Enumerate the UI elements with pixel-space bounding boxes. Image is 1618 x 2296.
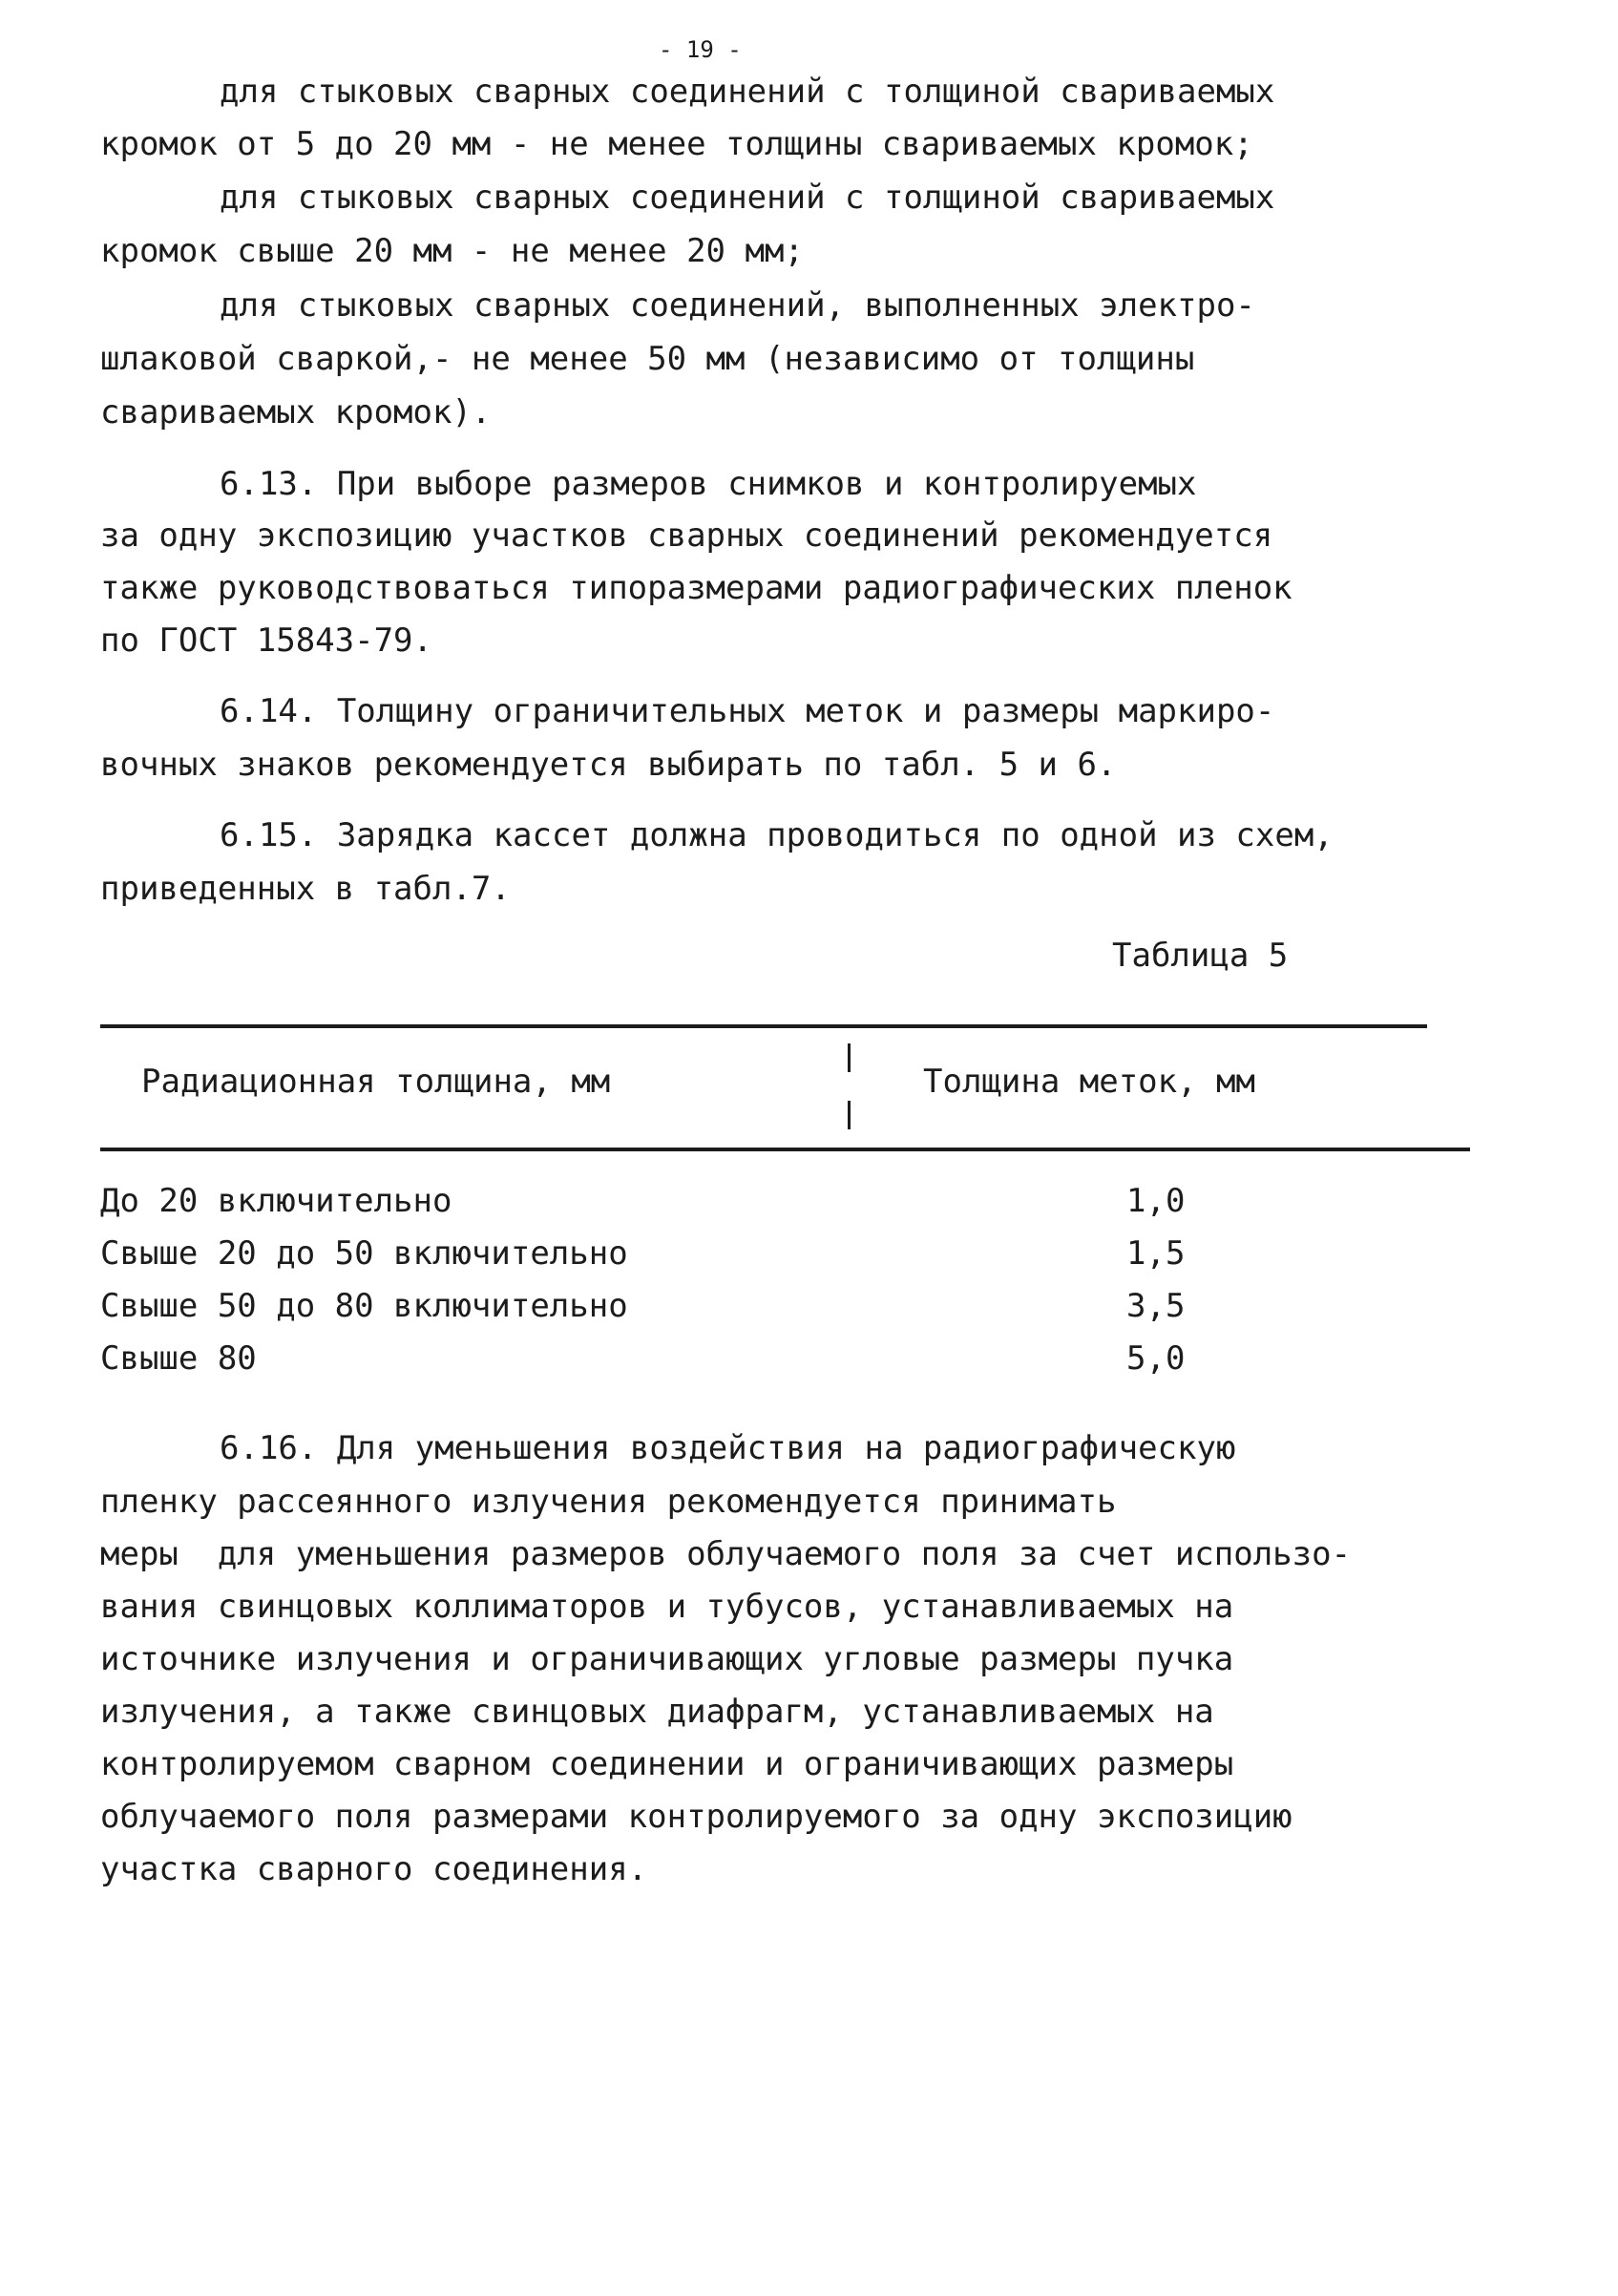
text-line: кромок свыше 20 мм - не менее 20 мм; — [100, 232, 804, 270]
table-cell-mark: 3,5 — [1126, 1287, 1186, 1325]
text-line: облучаемого поля размерами контролируемого за одну экспозицию — [100, 1798, 1292, 1836]
text-line: для стыковых сварных соединений с толщиной свариваемых — [220, 179, 1275, 217]
column-separator — [848, 1043, 851, 1072]
text-line: вочных знаков рекомендуется выбирать по табл. 5 и 6. — [100, 746, 1117, 784]
text-line: для стыковых сварных соединений, выполненных электро- — [220, 286, 1255, 325]
text-line: участка сварного соединения. — [100, 1850, 648, 1888]
clause-6-14-heading-line: 6.14. Толщину ограничительных меток и размеры маркиро- — [220, 692, 1275, 730]
clause-6-13-heading-line: 6.13. При выборе размеров снимков и контролируемых — [220, 465, 1197, 503]
text-line: также руководствоваться типоразмерами радиографических пленок — [100, 569, 1292, 607]
text-line: свариваемых кромок). — [100, 393, 492, 432]
table-caption: Таблица 5 — [1112, 937, 1289, 975]
table-cell-thickness: Свыше 20 до 50 включительно — [100, 1234, 628, 1273]
text-line: приведенных в табл.7. — [100, 870, 511, 908]
text-line: излучения, а также свинцовых диафрагм, устанавливаемых на — [100, 1693, 1214, 1731]
table-top-rule — [100, 1024, 1427, 1028]
text-line: пленку рассеянного излучения рекомендуется принимать — [100, 1483, 1117, 1521]
text-line: кромок от 5 до 20 мм - не менее толщины свариваемых кромок; — [100, 125, 1253, 163]
page-number: - 19 - — [659, 36, 742, 63]
table-cell-mark: 5,0 — [1126, 1339, 1186, 1378]
text-line: по ГОСТ 15843-79. — [100, 621, 432, 660]
text-line: за одну экспозицию участков сварных соединений рекомендуется — [100, 516, 1273, 555]
table-cell-mark: 1,5 — [1126, 1234, 1186, 1273]
text-line: шлаковой сваркой,- не менее 50 мм (независимо от толщины — [100, 340, 1195, 378]
text-line: вания свинцовых коллиматоров и тубусов, устанавливаемых на — [100, 1588, 1234, 1626]
text-line: меры для уменьшения размеров облучаемого поля за счет использо- — [100, 1535, 1352, 1573]
table-cell-mark: 1,0 — [1126, 1182, 1186, 1220]
table-cell-thickness: До 20 включительно — [100, 1182, 452, 1220]
table-header-rule — [100, 1148, 1470, 1151]
text-line: для стыковых сварных соединений с толщиной свариваемых — [220, 73, 1275, 111]
table-cell-thickness: Свыше 50 до 80 включительно — [100, 1287, 628, 1325]
table-header-mark-thickness: Толщина меток, мм — [923, 1063, 1255, 1101]
clause-6-16-heading-line: 6.16. Для уменьшения воздействия на радиографическую — [220, 1429, 1236, 1467]
column-separator — [848, 1101, 851, 1129]
table-header-radiation-thickness: Радиационная толщина, мм — [141, 1063, 611, 1101]
table-cell-thickness: Свыше 80 — [100, 1339, 257, 1378]
text-line: источнике излучения и ограничивающих угловые размеры пучка — [100, 1640, 1234, 1678]
clause-6-15-heading-line: 6.15. Зарядка кассет должна проводиться по одной из схем, — [220, 816, 1334, 854]
text-line: контролируемом сварном соединении и ограничивающих размеры — [100, 1745, 1234, 1783]
